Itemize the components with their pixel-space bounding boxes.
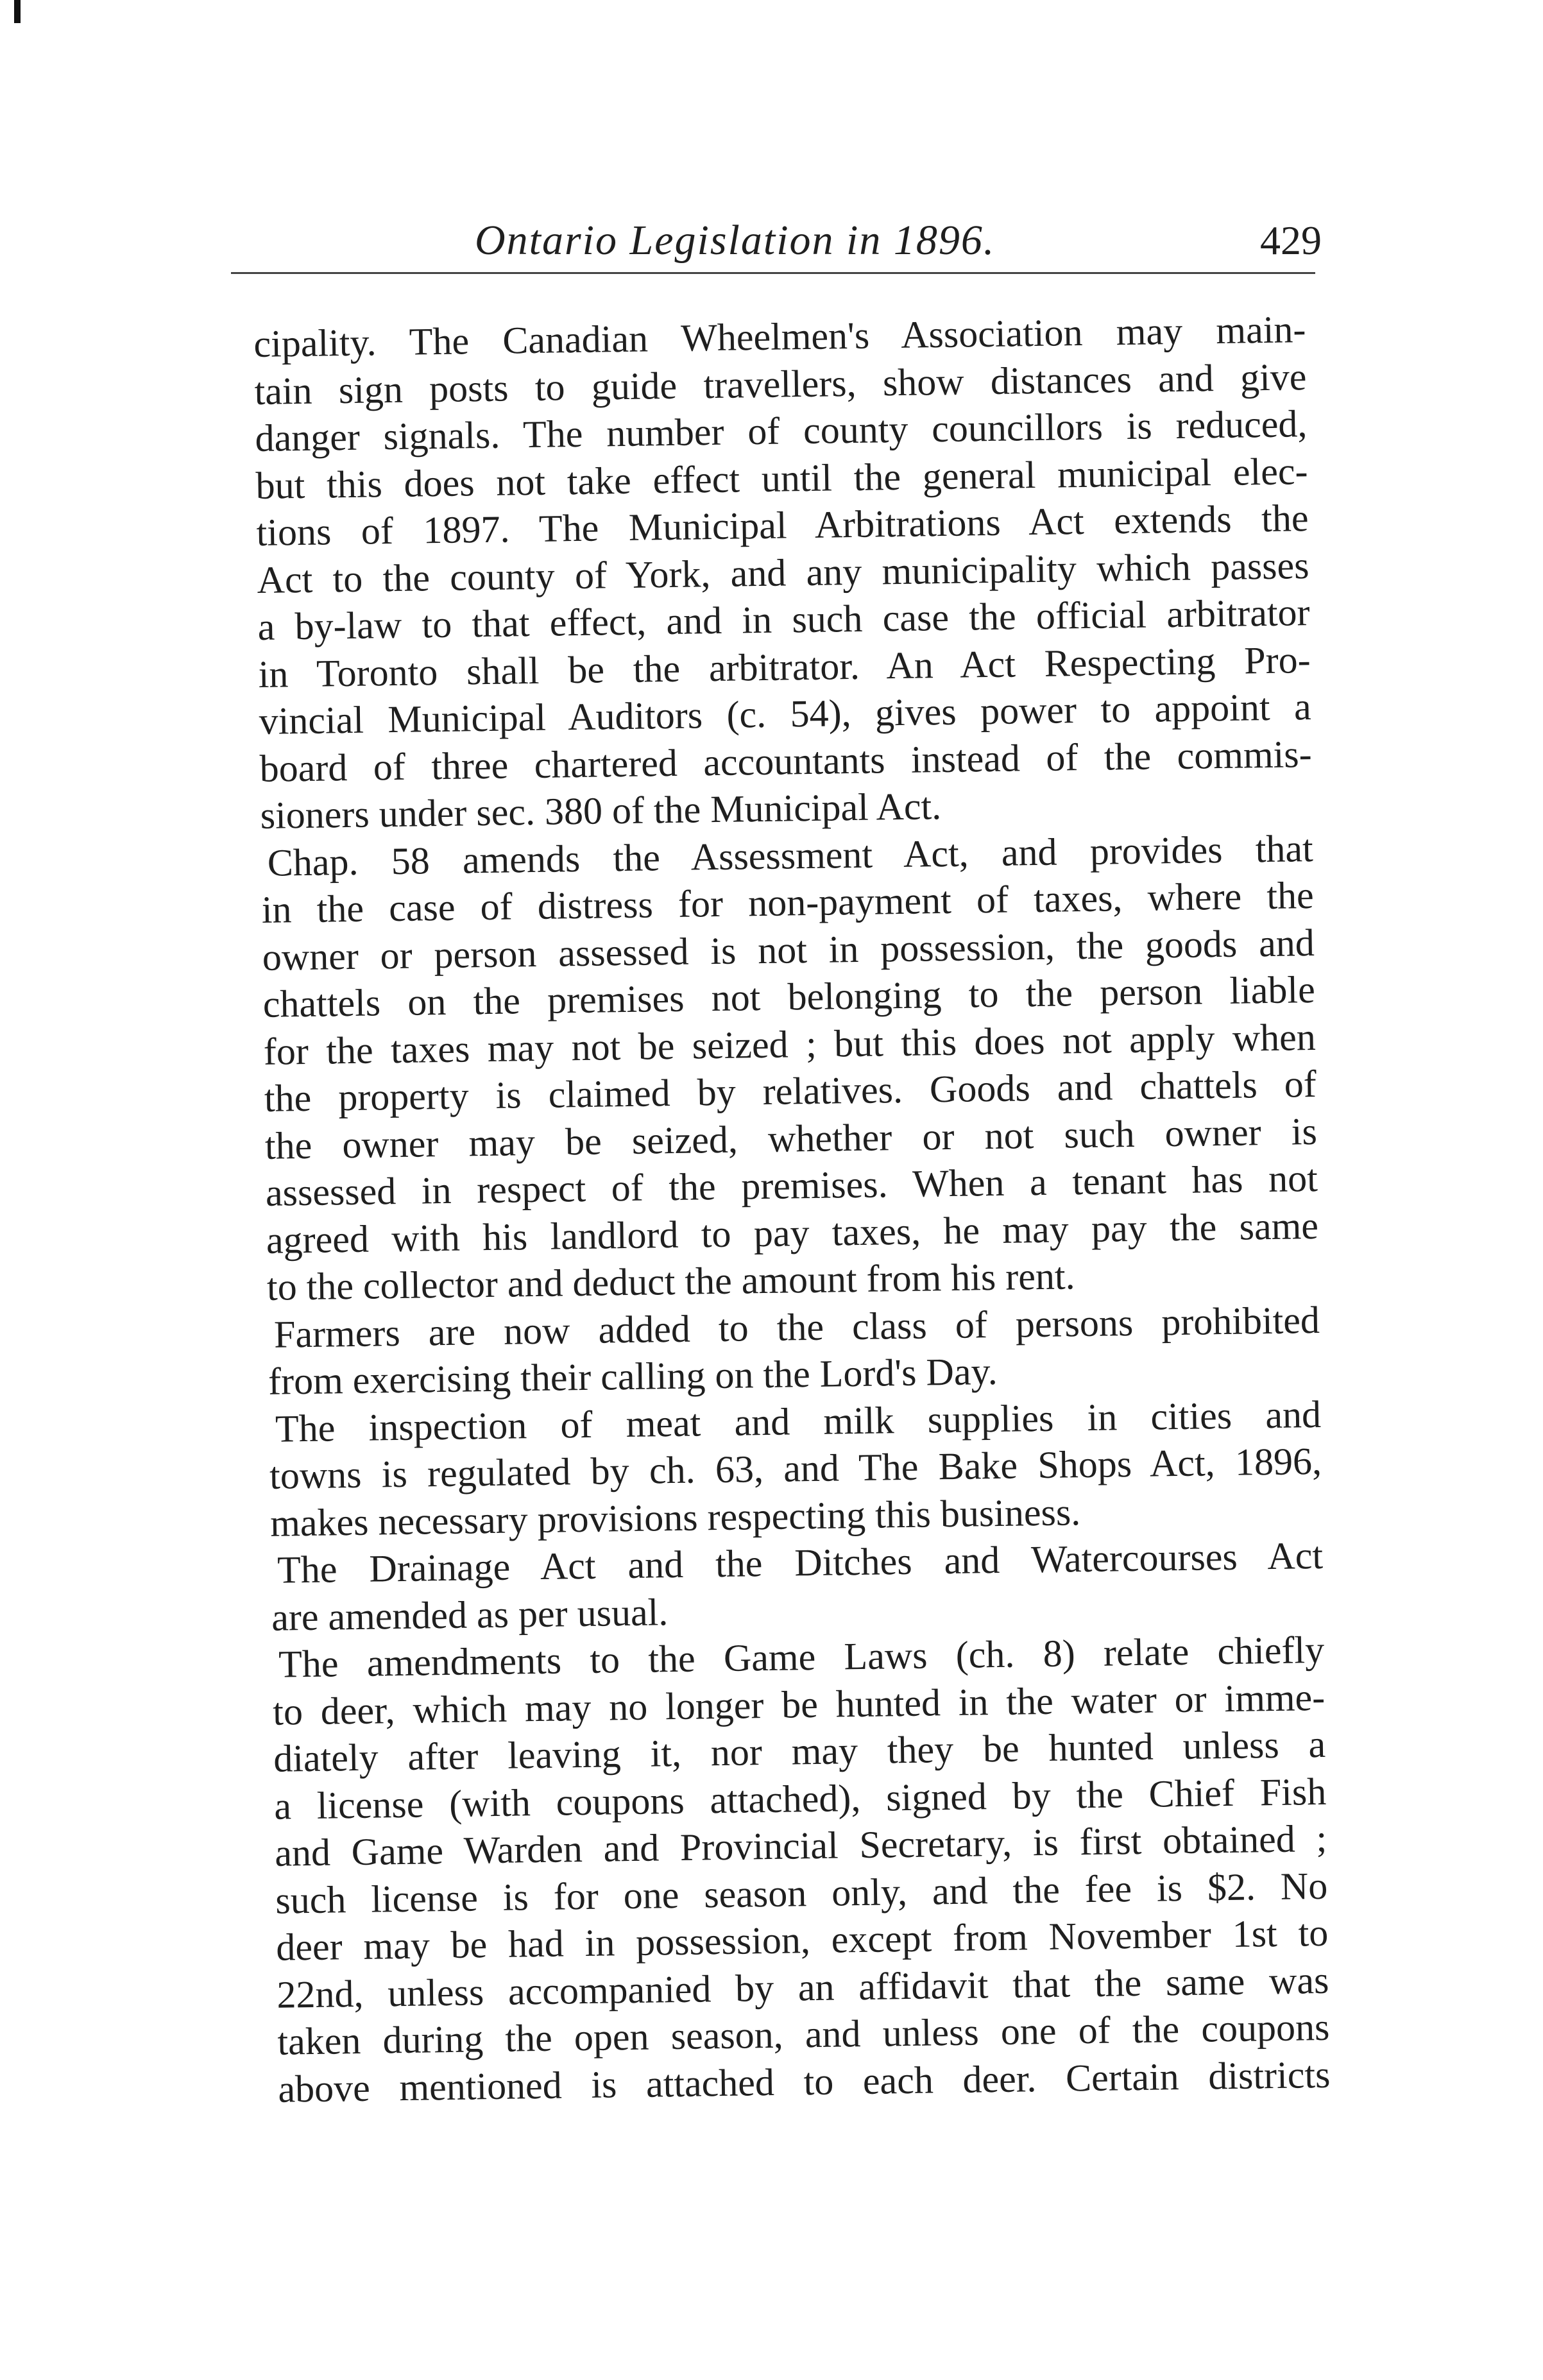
text-line: in Toronto shall be the arbitrator. An Act Respecting Pro- <box>258 638 1311 696</box>
text-line: sioners under sec. 380 of the Municipal Act. <box>260 785 942 837</box>
text-line: Farmers are now added to the class of persons prohibited <box>273 1298 1320 1356</box>
text-line: but this does not take effect until the general municipal elec- <box>255 449 1308 507</box>
text-line: taken during the open season, and unless one of the coupons <box>277 2005 1330 2063</box>
text-line: in the case of distress for non-payment of taxes, where the <box>261 874 1315 931</box>
text-line: vincial Municipal Auditors (c. 54), gives power to appoint a <box>259 685 1312 742</box>
text-line: towns is regulated by ch. 63, and The Bake Shops Act, 1896, <box>269 1439 1322 1497</box>
text-line: tain sign posts to guide travellers, show distances and give <box>254 355 1307 413</box>
text-line: makes necessary provisions respecting this business. <box>269 1490 1081 1545</box>
text-line: from exercising their calling on the Lord's Day. <box>268 1349 998 1403</box>
text-line: above mentioned is attached to each deer. Certain districts <box>278 2053 1331 2110</box>
running-header <box>231 212 1322 282</box>
text-line: The Drainage Act and the Ditches and Watercourses Act <box>277 1534 1324 1591</box>
text-line: The inspection of meat and milk supplies in cities and <box>275 1392 1322 1450</box>
text-line: 22nd, unless accompanied by an affidavit that the same was <box>276 1958 1329 2016</box>
text-line: for the taxes may not be seized ; but this does not apply when <box>263 1015 1317 1073</box>
text-line: cipality. The Canadian Wheelmen's Association may main- <box>253 308 1306 365</box>
text-line: Act to the county of York, and any municipality which passes <box>257 544 1309 601</box>
text-line: Chap. 58 amends the Assessment Act, and provides that <box>267 826 1314 884</box>
text-line: chattels on the premises not belonging to the person liable <box>262 968 1316 1025</box>
text-line: the property is claimed by relatives. Goods and chattels of <box>264 1062 1317 1120</box>
header-rule <box>231 272 1315 274</box>
text-line: are amended as per usual. <box>271 1590 669 1639</box>
text-line: deer may be had in possession, except from November 1st to <box>275 1911 1329 1969</box>
text-line: such license is for one season only, and the fee is $2. No <box>275 1864 1328 1922</box>
text-line: board of three chartered accountants instead of the commis- <box>259 732 1313 790</box>
text-line: a by-law to that effect, and in such case the official arbitrator <box>257 591 1310 648</box>
text-line: tions of 1897. The Municipal Arbitrations Act extends the <box>256 497 1309 554</box>
text-line: The amendments to the Game Laws (ch. 8) relate chiefly <box>278 1628 1325 1686</box>
body-text <box>253 306 1331 2113</box>
running-title: Ontario Legislation in 1896. <box>475 217 996 264</box>
text-line: owner or person assessed is not in possession, the goods and <box>262 921 1315 979</box>
text-line: diately after leaving it, nor may they be hunted unless a <box>273 1722 1326 1780</box>
text-line: assessed in respect of the premises. When a tenant has not <box>265 1156 1318 1214</box>
text-line: agreed with his landlord to pay taxes, he may pay the same <box>266 1204 1319 1262</box>
text-line: to deer, which may no longer be hunted in the water or imme- <box>272 1675 1326 1733</box>
text-line: and Game Warden and Provincial Secretary, is first obtained ; <box>274 1817 1327 1874</box>
text-line: danger signals. The number of county councillors is reduced, <box>255 402 1308 459</box>
page-number: 429 <box>1260 218 1322 263</box>
text-line: the owner may be seized, whether or not such owner is <box>264 1109 1318 1167</box>
text-line: a license (with coupons attached), signed by the Chief Fish <box>273 1770 1327 1828</box>
text-line: to the collector and deduct the amount from his rent. <box>266 1254 1075 1308</box>
